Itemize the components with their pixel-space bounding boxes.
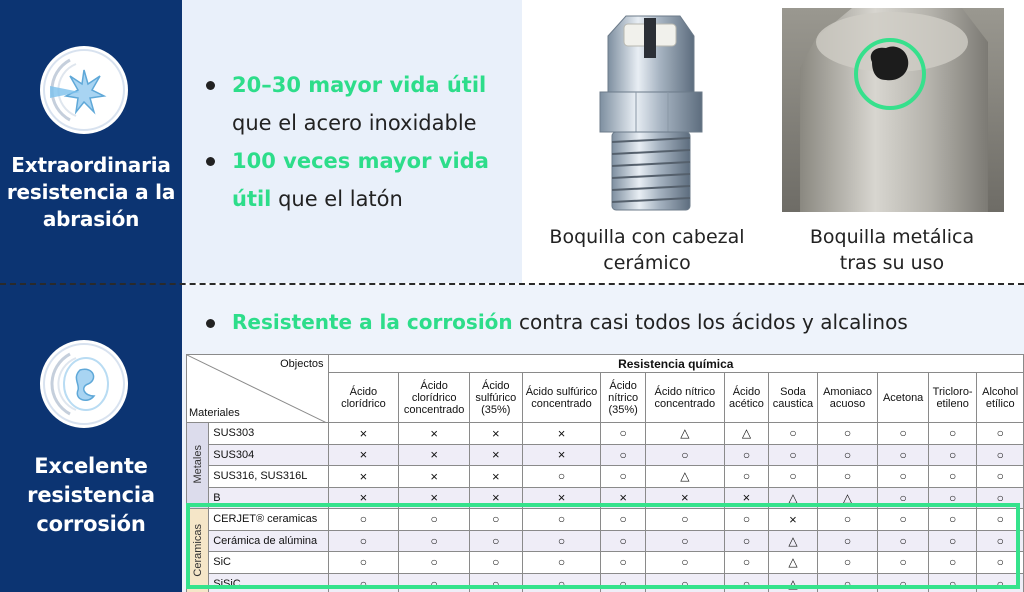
material-group-text: Ceramicas (191, 523, 204, 577)
resistance-value: × (470, 487, 523, 509)
bullet-dot (206, 157, 215, 166)
resistance-value: ○ (399, 573, 470, 592)
resistance-value: ○ (522, 530, 601, 552)
resistance-value: ○ (977, 466, 1024, 488)
resistance-value: ○ (977, 530, 1024, 552)
resistance-value: ○ (724, 552, 768, 574)
ceramic-caption-line-2: cerámico (603, 252, 691, 274)
resistance-value: △ (724, 423, 768, 445)
resistance-value: ○ (977, 444, 1024, 466)
material-name: SiSiC (209, 573, 328, 592)
resistance-value: × (399, 466, 470, 488)
material-group-label (187, 423, 209, 509)
column-header: Ácido sulfúrico (35%) (470, 373, 523, 423)
corner-objects-label: Objectos (280, 358, 324, 370)
resistance-value: × (470, 466, 523, 488)
resistance-value: ○ (977, 509, 1024, 531)
resistance-value: × (328, 444, 399, 466)
resistance-value: ○ (724, 444, 768, 466)
resistance-value: × (522, 487, 601, 509)
resistance-value: × (601, 487, 645, 509)
column-header: Ácido nítrico concentrado (645, 373, 724, 423)
resistance-value: ○ (817, 444, 878, 466)
resistance-value: ○ (399, 552, 470, 574)
material-name: B (209, 487, 328, 509)
resistance-value: ○ (878, 466, 929, 488)
resistance-value: ○ (769, 466, 818, 488)
resistance-value: ○ (470, 509, 523, 531)
resistance-value: ○ (817, 423, 878, 445)
resistance-value: ○ (878, 423, 929, 445)
resistance-value: × (724, 487, 768, 509)
resistance-value: × (645, 487, 724, 509)
resistance-value: ○ (769, 423, 818, 445)
corrosion-highlight: Resistente a la corrosión (232, 310, 513, 334)
column-header: Ácido acético (724, 373, 768, 423)
resistance-super-header: Resistencia química (328, 355, 1023, 373)
resistance-value: ○ (522, 552, 601, 574)
resistance-value: ○ (928, 444, 977, 466)
resistance-value: ○ (977, 552, 1024, 574)
abrasion-bullet-2-highlight-cont: útil (232, 187, 272, 211)
resistance-value: ○ (878, 573, 929, 592)
column-header: Acetona (878, 373, 929, 423)
abrasion-feature-title (0, 152, 182, 233)
resistance-value: △ (645, 423, 724, 445)
resistance-value: ○ (977, 487, 1024, 509)
corrosion-text: contra casi todos los ácidos y alcalinos (512, 310, 908, 334)
resistance-value: ○ (645, 552, 724, 574)
resistance-value: ○ (601, 444, 645, 466)
resistance-value: △ (645, 466, 724, 488)
corrosion-title-line-3: corrosión (36, 512, 146, 536)
resistance-value: ○ (928, 423, 977, 445)
table-row (187, 423, 1024, 445)
abrasion-bullet-2-highlight: 100 veces mayor vida (232, 149, 489, 173)
abrasion-icon (40, 46, 128, 134)
resistance-value: × (328, 423, 399, 445)
resistance-value: ○ (399, 530, 470, 552)
column-header: Ácido nítrico (35%) (601, 373, 645, 423)
resistance-value: ○ (928, 487, 977, 509)
resistance-value: ○ (977, 573, 1024, 592)
used-metal-nozzle-image (782, 8, 1004, 212)
metal-caption-line-1: Boquilla metálica (809, 226, 975, 248)
ceramic-nozzle-caption (528, 224, 766, 276)
resistance-value: ○ (645, 530, 724, 552)
resistance-value: × (328, 466, 399, 488)
resistance-value: × (522, 444, 601, 466)
resistance-value: ○ (470, 552, 523, 574)
resistance-value: △ (817, 487, 878, 509)
metal-nozzle-caption (778, 224, 1006, 276)
material-name: SUS304 (209, 444, 328, 466)
column-header: Amoniaco acuoso (817, 373, 878, 423)
resistance-value: ○ (817, 530, 878, 552)
resistance-value: ○ (878, 509, 929, 531)
resistance-value: △ (769, 552, 818, 574)
resistance-value: ○ (645, 444, 724, 466)
resistance-value: × (328, 487, 399, 509)
resistance-value: ○ (522, 466, 601, 488)
resistance-value: ○ (601, 423, 645, 445)
table-corner-cell (187, 355, 329, 423)
resistance-value: × (769, 509, 818, 531)
resistance-value: × (399, 444, 470, 466)
resistance-value: ○ (601, 573, 645, 592)
corrosion-icon (40, 340, 128, 428)
resistance-value: ○ (522, 573, 601, 592)
abrasion-bullet-1-highlight: 20–30 mayor vida útil (232, 73, 487, 97)
resistance-value: ○ (601, 509, 645, 531)
material-name: CERJET® ceramicas (209, 509, 328, 531)
resistance-value: ○ (601, 552, 645, 574)
resistance-value: ○ (724, 509, 768, 531)
resistance-value: ○ (470, 573, 523, 592)
resistance-value: × (399, 423, 470, 445)
resistance-value: △ (769, 487, 818, 509)
resistance-value: ○ (928, 509, 977, 531)
resistance-value: ○ (817, 466, 878, 488)
table-row (187, 466, 1024, 488)
column-header: Tricloro-etileno (928, 373, 977, 423)
resistance-value: ○ (817, 573, 878, 592)
corrosion-bullet (232, 310, 908, 334)
abrasion-title-line-3: abrasión (42, 207, 140, 231)
corrosion-feature-title (0, 452, 182, 539)
bullet-dot (206, 81, 215, 90)
resistance-value: ○ (724, 466, 768, 488)
ceramics-highlight-frame (186, 503, 1020, 589)
resistance-value: ○ (724, 530, 768, 552)
resistance-value: △ (769, 573, 818, 592)
ceramic-nozzle-image (586, 8, 716, 220)
column-header: Ácido clorídrico (328, 373, 399, 423)
resistance-value: ○ (769, 444, 818, 466)
material-name: SUS303 (209, 423, 328, 445)
resistance-value: × (470, 423, 523, 445)
resistance-value: × (470, 444, 523, 466)
resistance-value: ○ (601, 530, 645, 552)
corner-materials-label: Materiales (189, 407, 240, 419)
material-name: SiC (209, 552, 328, 574)
resistance-value: ○ (928, 530, 977, 552)
resistance-value: ○ (817, 552, 878, 574)
abrasion-title-line-1: Extraordinaria (11, 153, 171, 177)
resistance-value: ○ (977, 423, 1024, 445)
column-header: Ácido sulfúrico concentrado (522, 373, 601, 423)
resistance-value: ○ (928, 573, 977, 592)
metal-caption-line-2: tras su uso (839, 252, 945, 274)
resistance-value: ○ (328, 530, 399, 552)
resistance-value: × (522, 423, 601, 445)
resistance-value: ○ (928, 466, 977, 488)
resistance-value: ○ (724, 573, 768, 592)
abrasion-bullet-2 (232, 142, 522, 218)
column-header: Soda caustica (769, 373, 818, 423)
resistance-value: ○ (601, 466, 645, 488)
resistance-value: ○ (645, 573, 724, 592)
resistance-value: ○ (878, 530, 929, 552)
abrasion-bullet-1 (232, 66, 522, 142)
resistance-value: ○ (328, 509, 399, 531)
abrasion-bullet-1-text: que el acero inoxidable (232, 111, 477, 135)
corrosion-title-line-1: Excelente (34, 454, 148, 478)
abrasion-title-line-2: resistencia a la (6, 180, 176, 204)
resistance-value: ○ (878, 444, 929, 466)
resistance-value: ○ (522, 509, 601, 531)
material-name: SUS316, SUS316L (209, 466, 328, 488)
resistance-value: ○ (399, 509, 470, 531)
resistance-value: ○ (328, 573, 399, 592)
table-row (187, 444, 1024, 466)
resistance-value: ○ (878, 487, 929, 509)
resistance-value: ○ (928, 552, 977, 574)
column-header: Ácido clorídrico concentrado (399, 373, 470, 423)
material-name: Cerámica de alúmina (209, 530, 328, 552)
resistance-value: ○ (328, 552, 399, 574)
resistance-value: ○ (878, 552, 929, 574)
column-header: Alcohol etílico (977, 373, 1024, 423)
resistance-value: ○ (817, 509, 878, 531)
resistance-value: × (399, 487, 470, 509)
bullet-dot (206, 319, 215, 328)
resistance-value: ○ (470, 530, 523, 552)
ceramic-caption-line-1: Boquilla con cabezal (549, 226, 745, 248)
material-group-text: Metales (191, 444, 204, 484)
resistance-value: △ (769, 530, 818, 552)
resistance-value: ○ (645, 509, 724, 531)
abrasion-bullet-2-text: que el latón (271, 187, 403, 211)
corrosion-title-line-2: resistencia (27, 483, 155, 507)
